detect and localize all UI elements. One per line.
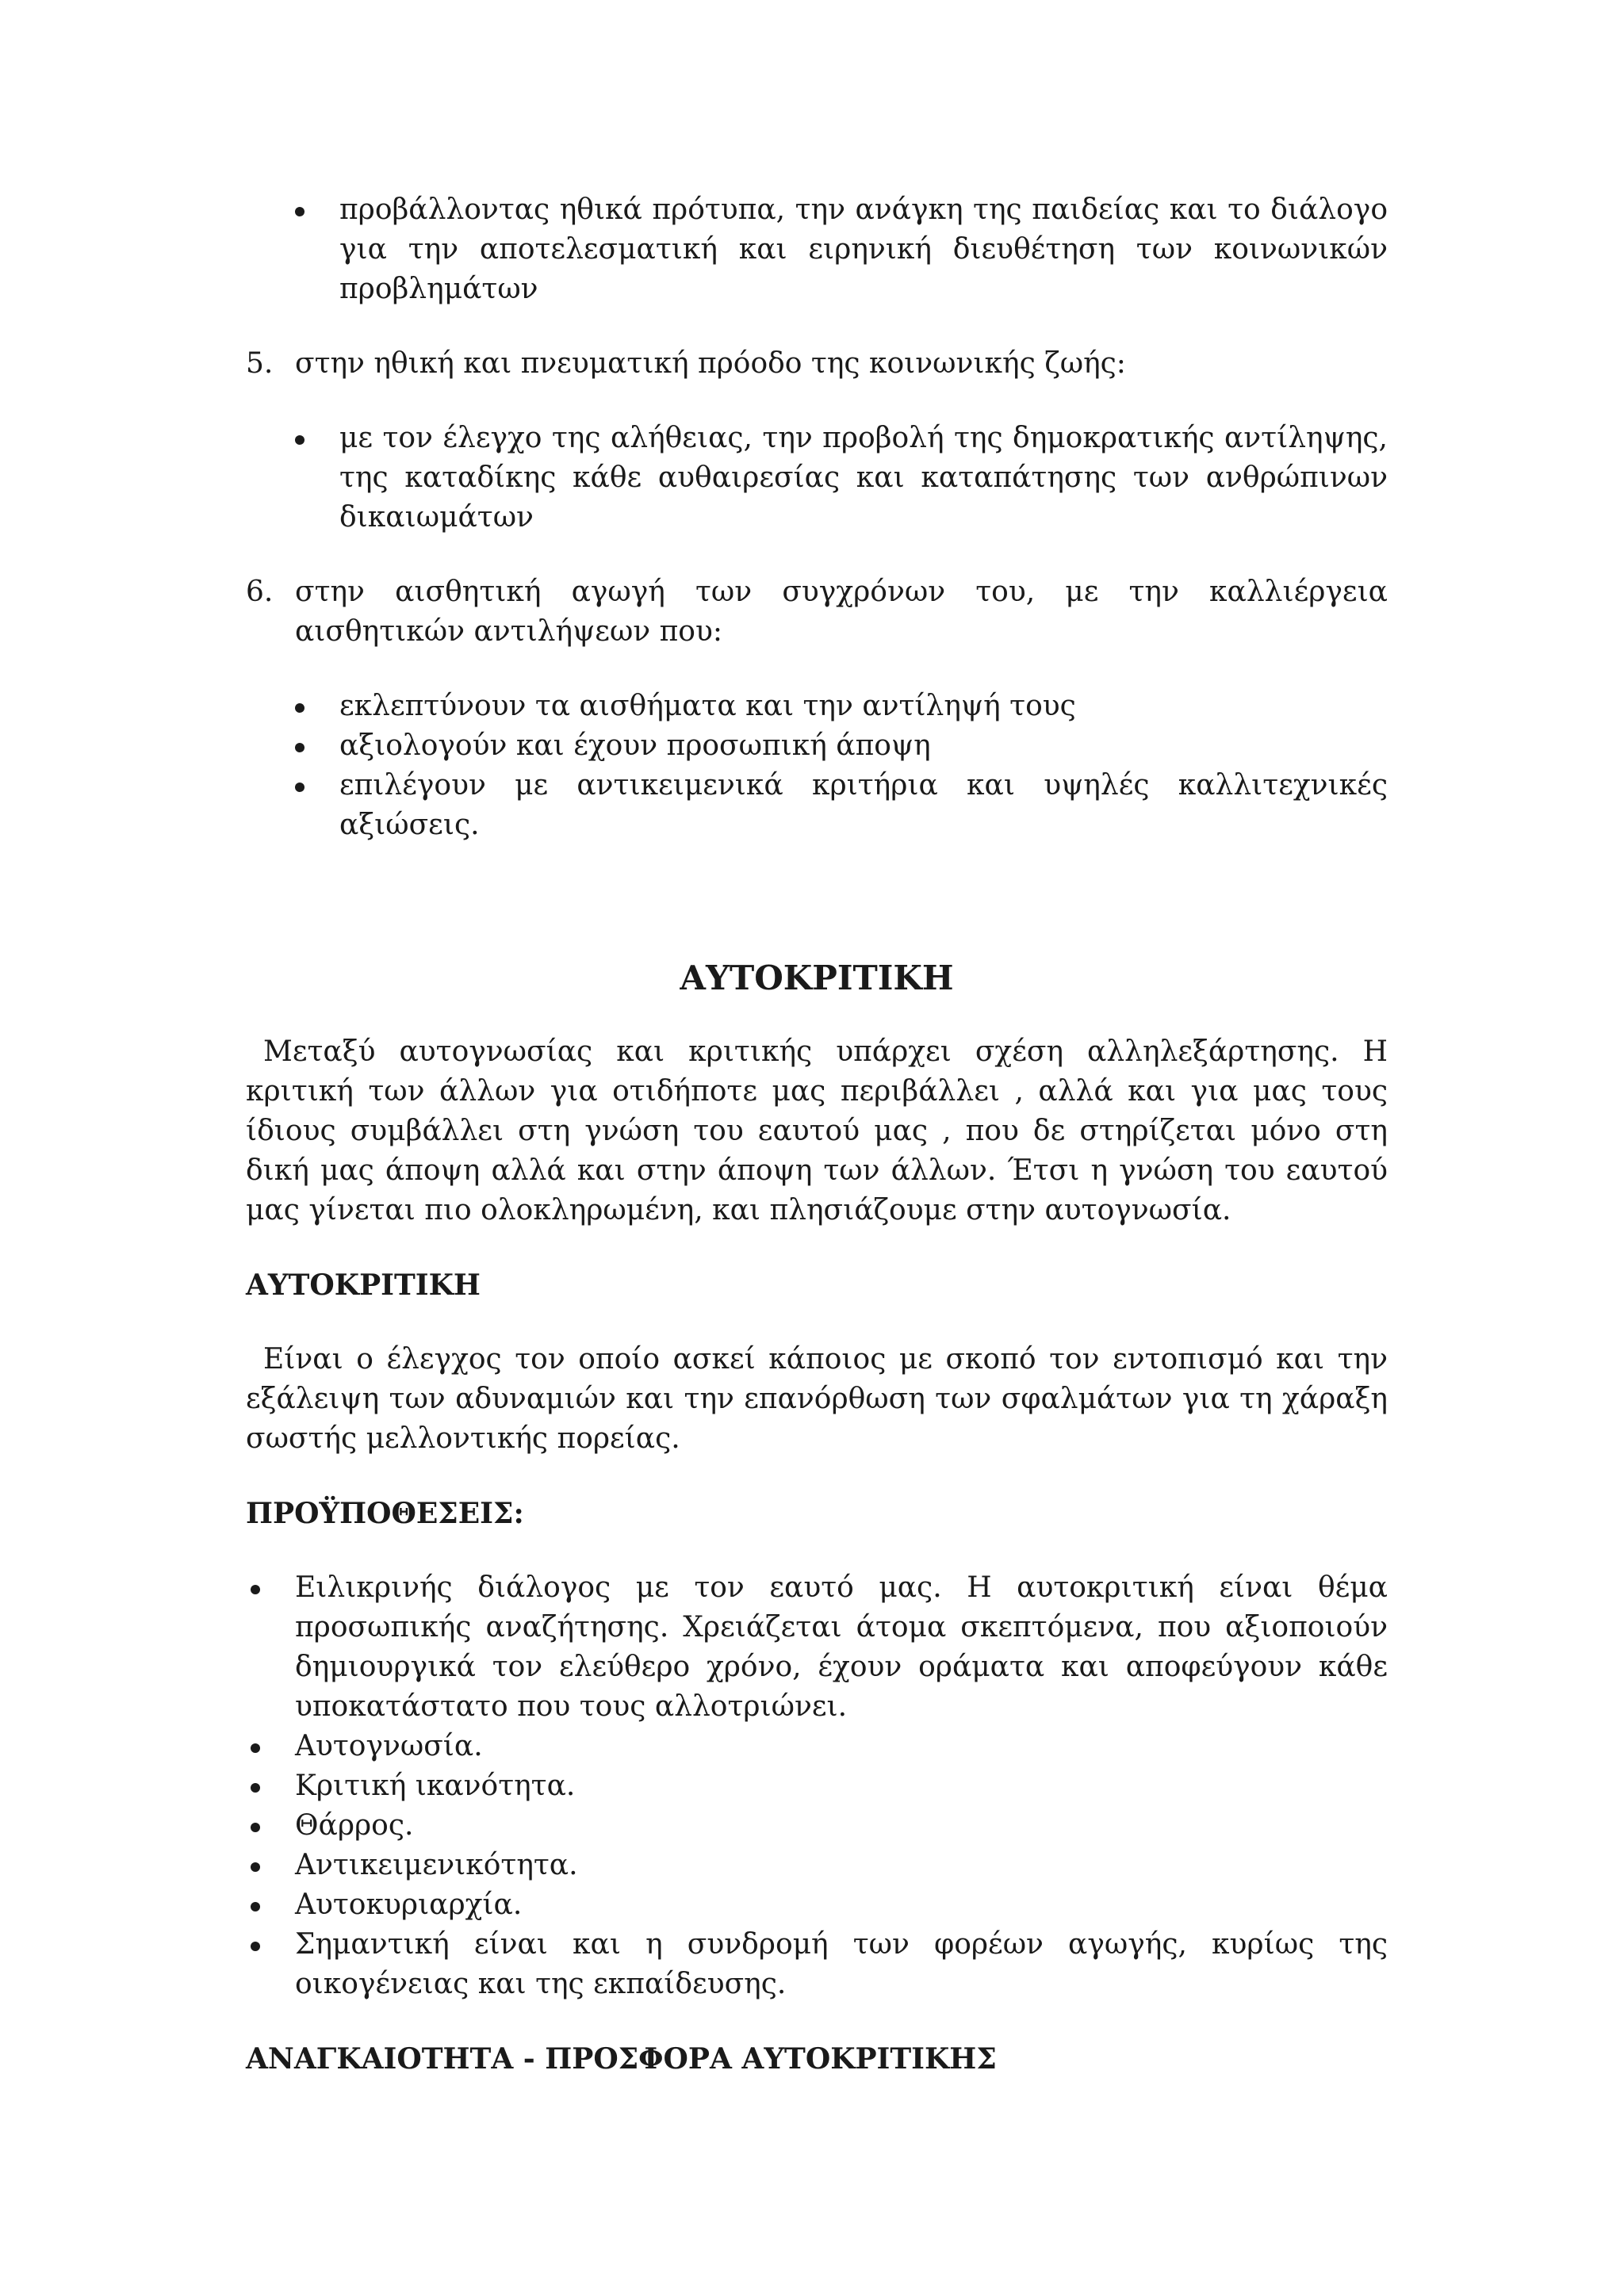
numbered-item-5	[246, 344, 1388, 384]
item-text: στην ηθική και πνευματική πρόοδο της κοινωνικής ζωής:	[295, 347, 1126, 380]
list-item	[295, 1806, 1388, 1846]
list-item	[295, 1885, 1388, 1925]
bullet-text: Αυτογνωσία.	[295, 1730, 483, 1762]
item-number: 6.	[246, 576, 274, 608]
intro-paragraph: Μεταξύ αυτογνωσίας και κριτικής υπάρχει σχέση αλληλεξάρτησης. Η κριτική των άλλων για οτιδήποτε μας περιβάλλει , αλλά και για μας τους ίδιους συμβάλλει στη γνώση του εαυτού μας , που δε στηρίζεται μόνο στη δική μας άποψη αλλά και στην άποψη των άλλων. Έτσι η γνώση του εαυτού μας γίνεται πιο ολοκληρωμένη, και πλησιάζουμε στην αυτογνωσία.	[246, 1035, 1388, 1226]
bullet-icon	[295, 703, 304, 713]
item5-bullet-list	[246, 419, 1388, 538]
list-item	[295, 1727, 1388, 1766]
list-item	[339, 687, 1388, 726]
bullet-text: προβάλλοντας ηθικά πρότυπα, την ανάγκη της παιδείας και το διάλογο για την αποτελεσματική και ειρηνική διευθέτηση των κοινωνικών προβλημάτων	[339, 193, 1388, 305]
list-item	[339, 190, 1388, 309]
definition-paragraph: Είναι ο έλεγχος τον οποίο ασκεί κάποιος με σκοπό τον εντοπισμό και την εξάλειψη των αδυναμιών και την επανόρθωση των σφαλμάτων για τη χάραξη σωστής μελλοντικής πορείας.	[246, 1343, 1388, 1455]
bullet-icon	[251, 1783, 260, 1793]
numbered-item-6	[246, 572, 1388, 652]
definition-heading: ΑΥΤΟΚΡΙΤΙΚΗ	[246, 1269, 481, 1302]
list-item	[339, 419, 1388, 538]
bullet-text: με τον έλεγχο της αλήθειας, την προβολή της δημοκρατικής αντίληψης, της καταδίκης κάθε αυθαιρεσίας και καταπάτησης των ανθρώπινων δικαιωμάτων	[339, 422, 1388, 534]
bullet-icon	[251, 1823, 260, 1832]
bullet-text: Ειλικρινής διάλογος με τον εαυτό μας. Η αυτοκριτική είναι θέμα προσωπικής αναζήτησης. Χρειάζεται άτομα σκεπτόμενα, που αξιοποιούν δημιουργικά τον ελεύθερο χρόνο, έχουν οράματα και αποφεύγουν κάθε υποκατάστατο που τους αλλοτριώνει.	[295, 1571, 1388, 1723]
final-heading: ΑΝΑΓΚΑΙΟΤΗΤΑ - ΠΡΟΣΦΟΡΑ ΑΥΤΟΚΡΙΤΙΚΗΣ	[246, 2042, 997, 2076]
bullet-text: Αυτοκυριαρχία.	[295, 1888, 523, 1921]
list-item	[339, 766, 1388, 845]
bullet-icon	[295, 743, 304, 752]
bullet-icon	[295, 435, 304, 445]
item4-bullet-list	[246, 190, 1388, 309]
list-item	[295, 1846, 1388, 1885]
bullet-text: αξιολογούν και έχουν προσωπική άποψη	[339, 729, 931, 762]
bullet-icon	[251, 1585, 260, 1594]
bullet-text: εκλεπτύνουν τα αισθήματα και την αντίληψή τους	[339, 690, 1076, 722]
bullet-icon	[295, 207, 304, 216]
bullet-icon	[251, 1942, 260, 1951]
bullet-icon	[251, 1902, 260, 1911]
item-number: 5.	[246, 347, 274, 380]
prerequisites-list	[246, 1568, 1388, 2004]
bullet-icon	[251, 1743, 260, 1753]
bullet-text: Αντικειμενικότητα.	[295, 1849, 578, 1881]
section-title: ΑΥΤΟΚΡΙΤΙΚΗ	[680, 959, 954, 997]
bullet-icon	[295, 783, 304, 792]
list-item	[339, 726, 1388, 766]
prerequisites-heading: ΠΡΟΫΠΟΘΕΣΕΙΣ:	[246, 1497, 524, 1530]
bullet-text: Θάρρος.	[295, 1809, 414, 1842]
item6-bullet-list	[246, 687, 1388, 845]
bullet-icon	[251, 1862, 260, 1872]
bullet-text: Σημαντική είναι και η συνδρομή των φορέων αγωγής, κυρίως της οικογένειας και της εκπαίδευσης.	[295, 1928, 1388, 2000]
list-item	[295, 1925, 1388, 2004]
bullet-text: Κριτική ικανότητα.	[295, 1770, 576, 1802]
document-page	[246, 190, 1388, 2079]
bullet-text: επιλέγουν με αντικειμενικά κριτήρια και υψηλές καλλιτεχνικές αξιώσεις.	[339, 769, 1388, 841]
list-item	[295, 1568, 1388, 1727]
list-item	[295, 1766, 1388, 1806]
item-text: στην αισθητική αγωγή των συγχρόνων του, με την καλλιέργεια αισθητικών αντιλήψεων που:	[295, 576, 1388, 648]
